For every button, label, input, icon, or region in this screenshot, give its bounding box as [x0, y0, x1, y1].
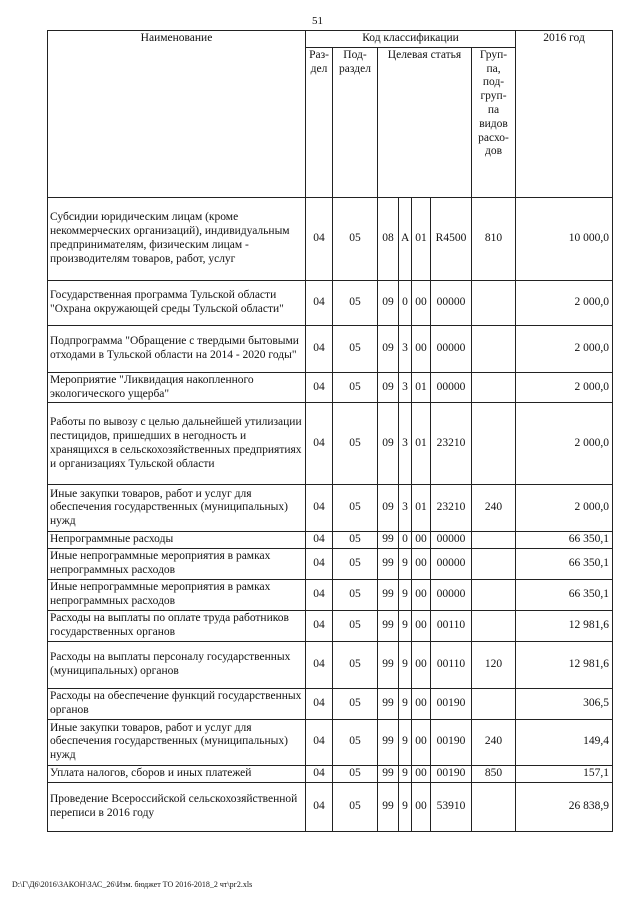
table-cell-subprogram: 9	[399, 782, 412, 831]
table-cell-event: 00	[412, 719, 431, 765]
table-cell-name: Иные закупки товаров, работ и услуг для обеспечения государственных (муниципальных) нужд	[48, 485, 306, 532]
table-cell-direction: 00000	[431, 549, 472, 580]
table-cell-podrazdel: 05	[333, 782, 378, 831]
table-cell-amount: 12 981,6	[516, 641, 613, 688]
table-cell-subprogram: 0	[399, 532, 412, 549]
table-cell-program: 09	[378, 403, 399, 485]
table-cell-program: 99	[378, 782, 399, 831]
table-cell-direction: 00110	[431, 611, 472, 642]
header-razdel: Раз- дел	[306, 47, 333, 197]
table-cell-podrazdel: 05	[333, 532, 378, 549]
header-group: Груп- па, под- груп- па видов расхо- дов	[472, 47, 516, 197]
table-cell-direction: 23210	[431, 403, 472, 485]
table-body	[48, 197, 613, 831]
table-cell-program: 99	[378, 532, 399, 549]
table-cell-razdel: 04	[306, 719, 333, 765]
table-cell-subprogram: 9	[399, 580, 412, 611]
table-row	[48, 280, 613, 325]
table-cell-direction: 00000	[431, 325, 472, 372]
table-row	[48, 688, 613, 719]
table-cell-amount: 12 981,6	[516, 611, 613, 642]
table-cell-expense-type	[472, 532, 516, 549]
table-cell-program: 09	[378, 280, 399, 325]
table-cell-name: Проведение Всероссийской сельскохозяйственной переписи в 2016 году	[48, 782, 306, 831]
table-cell-razdel: 04	[306, 611, 333, 642]
table-cell-event: 00	[412, 688, 431, 719]
table-cell-program: 09	[378, 372, 399, 403]
table-cell-program: 99	[378, 549, 399, 580]
table-cell-program: 99	[378, 688, 399, 719]
table-cell-direction: 53910	[431, 782, 472, 831]
table-cell-amount: 66 350,1	[516, 532, 613, 549]
table-cell-event: 00	[412, 532, 431, 549]
table-cell-program: 99	[378, 765, 399, 782]
table-cell-direction: 00190	[431, 719, 472, 765]
table-cell-event: 01	[412, 197, 431, 280]
table-cell-event: 00	[412, 549, 431, 580]
table-cell-amount: 149,4	[516, 719, 613, 765]
table-cell-razdel: 04	[306, 688, 333, 719]
table-cell-event: 00	[412, 611, 431, 642]
table-row	[48, 403, 613, 485]
file-path-footer: D:\Г\Д6\2016\ЗАКОН\ЗАС_26\Изм. бюджет ТО 2016-2018_2 чт\рг2.xls	[12, 880, 253, 889]
header-podrazdel: Под- раздел	[333, 47, 378, 197]
table-row	[48, 549, 613, 580]
table-cell-podrazdel: 05	[333, 485, 378, 532]
budget-table	[47, 30, 613, 832]
table-cell-razdel: 04	[306, 641, 333, 688]
table-cell-program: 99	[378, 641, 399, 688]
table-cell-direction: 00000	[431, 280, 472, 325]
table-cell-name: Расходы на выплаты по оплате труда работников государственных органов	[48, 611, 306, 642]
table-cell-amount: 2 000,0	[516, 485, 613, 532]
table-cell-amount: 26 838,9	[516, 782, 613, 831]
table-cell-razdel: 04	[306, 372, 333, 403]
table-cell-event: 00	[412, 641, 431, 688]
table-cell-name: Работы по вывозу с целью дальнейшей утилизации пестицидов, пришедших в негодность и хранящихся в сельскохозяйственных предприятиях и организациях Тульской области	[48, 403, 306, 485]
table-cell-amount: 66 350,1	[516, 549, 613, 580]
header-name: Наименование	[48, 31, 306, 198]
table-cell-subprogram: 9	[399, 719, 412, 765]
table-cell-razdel: 04	[306, 403, 333, 485]
table-row	[48, 532, 613, 549]
table-cell-name: Подпрограмма "Обращение с твердыми бытовыми отходами в Тульской области на 2014 - 2020 годы"	[48, 325, 306, 372]
table-cell-name: Непрограммные расходы	[48, 532, 306, 549]
table-cell-amount: 2 000,0	[516, 403, 613, 485]
table-cell-podrazdel: 05	[333, 197, 378, 280]
table-cell-razdel: 04	[306, 782, 333, 831]
table-cell-amount: 2 000,0	[516, 372, 613, 403]
table-cell-expense-type	[472, 280, 516, 325]
table-cell-subprogram: 9	[399, 549, 412, 580]
table-cell-subprogram: 3	[399, 403, 412, 485]
table-cell-name: Иные закупки товаров, работ и услуг для обеспечения государственных (муниципальных) нужд	[48, 719, 306, 765]
page-number: 51	[312, 15, 323, 27]
table-cell-podrazdel: 05	[333, 280, 378, 325]
table-cell-amount: 157,1	[516, 765, 613, 782]
table-cell-subprogram: 9	[399, 641, 412, 688]
table-cell-expense-type	[472, 549, 516, 580]
table-cell-program: 09	[378, 485, 399, 532]
table-cell-podrazdel: 05	[333, 641, 378, 688]
table-row	[48, 580, 613, 611]
table-row	[48, 782, 613, 831]
table-cell-podrazdel: 05	[333, 580, 378, 611]
table-cell-direction: 23210	[431, 485, 472, 532]
table-cell-razdel: 04	[306, 765, 333, 782]
table-cell-podrazdel: 05	[333, 765, 378, 782]
header-code: Код классификации	[306, 31, 516, 48]
table-cell-event: 00	[412, 280, 431, 325]
table-cell-direction: 00000	[431, 532, 472, 549]
table-cell-subprogram: 3	[399, 372, 412, 403]
header-year: 2016 год	[516, 31, 613, 198]
table-cell-expense-type: 120	[472, 641, 516, 688]
table-cell-name: Иные непрограммные мероприятия в рамках непрограммных расходов	[48, 549, 306, 580]
table-cell-subprogram: 3	[399, 325, 412, 372]
table-cell-event: 01	[412, 372, 431, 403]
table-cell-expense-type	[472, 580, 516, 611]
table-cell-name: Мероприятие "Ликвидация накопленного экологического ущерба"	[48, 372, 306, 403]
table-row	[48, 641, 613, 688]
table-cell-expense-type: 240	[472, 485, 516, 532]
table-cell-name: Расходы на обеспечение функций государственных органов	[48, 688, 306, 719]
table-cell-razdel: 04	[306, 580, 333, 611]
table-row	[48, 325, 613, 372]
table-cell-subprogram: 9	[399, 611, 412, 642]
table-cell-razdel: 04	[306, 549, 333, 580]
table-cell-podrazdel: 05	[333, 403, 378, 485]
table-row	[48, 765, 613, 782]
table-cell-event: 00	[412, 580, 431, 611]
table-cell-podrazdel: 05	[333, 719, 378, 765]
table-cell-program: 99	[378, 719, 399, 765]
table-cell-subprogram: 9	[399, 765, 412, 782]
table-cell-direction: R4500	[431, 197, 472, 280]
table-cell-event: 00	[412, 765, 431, 782]
table-cell-podrazdel: 05	[333, 549, 378, 580]
table-row	[48, 197, 613, 280]
table-cell-razdel: 04	[306, 532, 333, 549]
table-cell-event: 00	[412, 325, 431, 372]
table-cell-podrazdel: 05	[333, 611, 378, 642]
table-cell-name: Уплата налогов, сборов и иных платежей	[48, 765, 306, 782]
table-cell-program: 08	[378, 197, 399, 280]
table-cell-amount: 306,5	[516, 688, 613, 719]
table-cell-podrazdel: 05	[333, 688, 378, 719]
table-cell-amount: 2 000,0	[516, 325, 613, 372]
table-cell-subprogram: 0	[399, 280, 412, 325]
table-cell-expense-type: 240	[472, 719, 516, 765]
table-cell-name: Иные непрограммные мероприятия в рамках непрограммных расходов	[48, 580, 306, 611]
table-cell-expense-type	[472, 782, 516, 831]
table-cell-event: 01	[412, 485, 431, 532]
table-cell-razdel: 04	[306, 485, 333, 532]
table-cell-direction: 00000	[431, 372, 472, 403]
table-row	[48, 719, 613, 765]
table-cell-expense-type: 810	[472, 197, 516, 280]
header-target: Целевая статья	[378, 47, 472, 197]
table-cell-name: Субсидии юридическим лицам (кроме некоммерческих организаций), индивидуальным предпринимателям, физическим лицам - производителям товаров, работ, услуг	[48, 197, 306, 280]
table-cell-razdel: 04	[306, 325, 333, 372]
table-cell-expense-type	[472, 325, 516, 372]
table-cell-amount: 2 000,0	[516, 280, 613, 325]
table-cell-subprogram: А	[399, 197, 412, 280]
table-row	[48, 485, 613, 532]
table-cell-amount: 66 350,1	[516, 580, 613, 611]
table-cell-name: Расходы на выплаты персоналу государственных (муниципальных) органов	[48, 641, 306, 688]
table-cell-program: 09	[378, 325, 399, 372]
table-cell-program: 99	[378, 611, 399, 642]
table-cell-direction: 00190	[431, 688, 472, 719]
table-cell-event: 00	[412, 782, 431, 831]
table-cell-podrazdel: 05	[333, 325, 378, 372]
table-cell-expense-type	[472, 688, 516, 719]
table-cell-razdel: 04	[306, 280, 333, 325]
table-cell-podrazdel: 05	[333, 372, 378, 403]
table-cell-direction: 00000	[431, 580, 472, 611]
table-cell-expense-type	[472, 611, 516, 642]
table-cell-subprogram: 3	[399, 485, 412, 532]
table-cell-expense-type	[472, 372, 516, 403]
table-cell-subprogram: 9	[399, 688, 412, 719]
table-cell-amount: 10 000,0	[516, 197, 613, 280]
table-cell-direction: 00190	[431, 765, 472, 782]
table-row	[48, 611, 613, 642]
table-cell-name: Государственная программа Тульской области "Охрана окружающей среды Тульской области"	[48, 280, 306, 325]
table-row	[48, 372, 613, 403]
table-cell-razdel: 04	[306, 197, 333, 280]
table-cell-expense-type: 850	[472, 765, 516, 782]
table-cell-direction: 00110	[431, 641, 472, 688]
table-cell-program: 99	[378, 580, 399, 611]
table-cell-expense-type	[472, 403, 516, 485]
table-cell-event: 01	[412, 403, 431, 485]
